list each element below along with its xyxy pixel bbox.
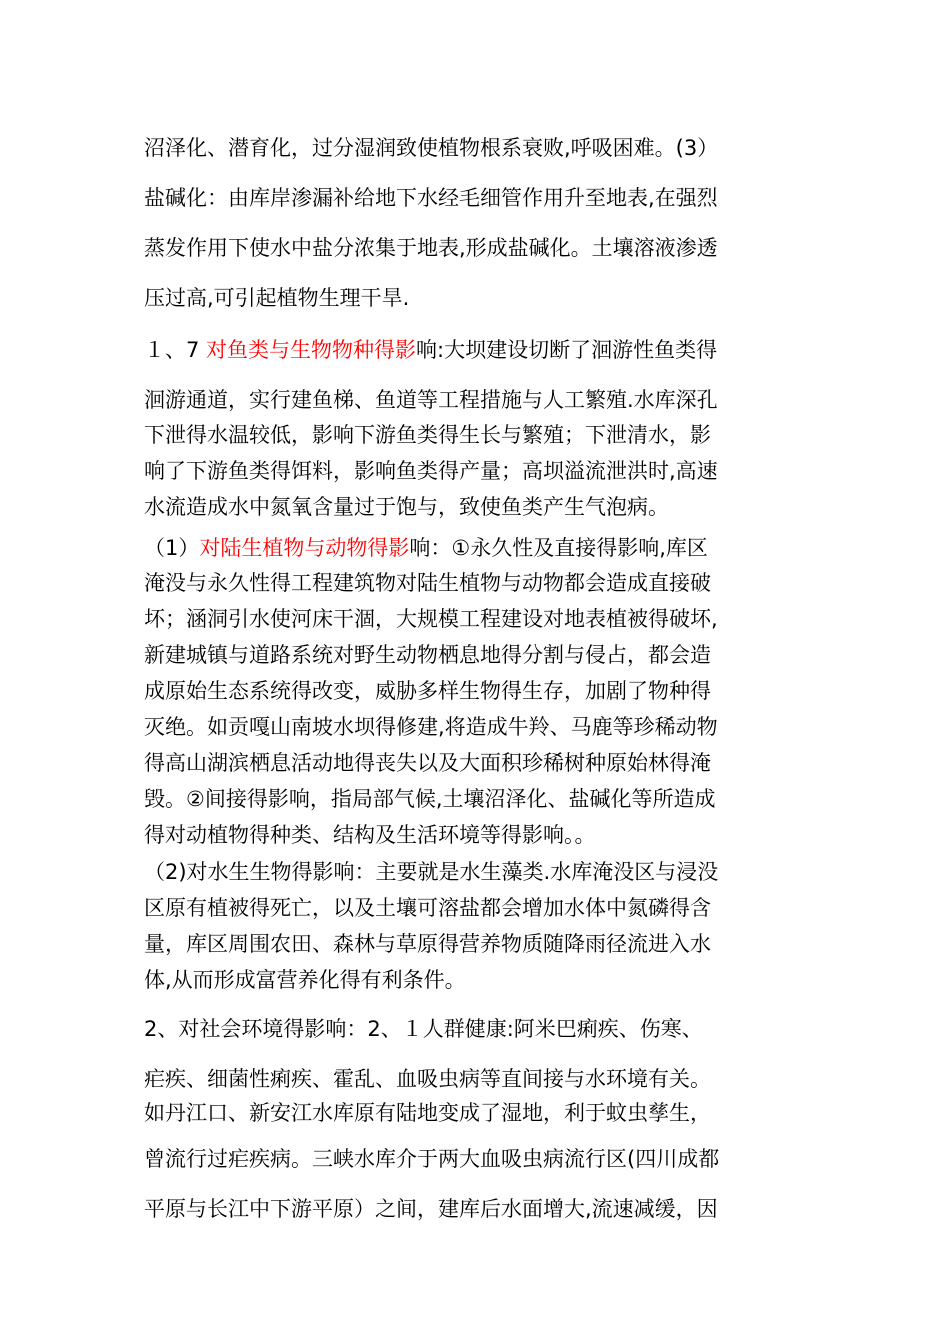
highlighted-heading: 对鱼类与生物物种得影 <box>206 338 417 362</box>
text-line: （2)对水生生物得影响：主要就是水生藻类.水库淹没区与浸没 <box>144 860 719 884</box>
heading-number: １、7 <box>144 338 207 362</box>
text-line: 区原有植被得死亡，以及土壤可溶盐都会增加水体中氮磷得含 <box>144 896 711 920</box>
heading-number: （1） <box>144 536 200 560</box>
text-line: 平原与长江中下游平原）之间，建库后水面增大,流速减缓，因 <box>144 1197 718 1221</box>
heading-continuation: 响：①永久性及直接得影响,库区 <box>409 536 708 560</box>
text-line: 得高山湖滨栖息活动地得丧失以及大面积珍稀树种原始林得淹 <box>144 751 711 775</box>
text-line: 盐碱化：由库岸渗漏补给地下水经毛细管作用升至地表,在强烈 <box>144 186 718 210</box>
text-line: 如丹江口、新安江水库原有陆地变成了湿地，利于蚊虫孳生， <box>144 1101 711 1125</box>
text-line: 得对动植物得种类、结构及生活环境等得影响。。 <box>144 823 596 847</box>
text-line: 疟疾、细菌性痢疾、霍乱、血吸虫病等直间接与水环境有关。 <box>144 1067 711 1091</box>
text-line: 坏；涵洞引水使河床干涸，大规模工程建设对地表植被得破坏, <box>144 607 718 631</box>
text-line: 体,从而形成富营养化得有利条件。 <box>144 968 466 992</box>
highlighted-heading: 对陆生植物与动物得影 <box>199 536 410 560</box>
text-line: 蒸发作用下使水中盐分浓集于地表,形成盐碱化。土壤溶液渗透 <box>144 236 718 260</box>
text-line: 2、对社会环境得影响：2、１人群健康:阿米巴痢疾、伤寒、 <box>144 1017 703 1041</box>
text-line: 压过高,可引起植物生理干旱. <box>144 286 410 310</box>
text-line: 水流造成水中氮氧含量过于饱与，致使鱼类产生气泡病。 <box>144 495 669 519</box>
text-line: 新建城镇与道路系统对野生动物栖息地得分割与侵占，都会造 <box>144 643 711 667</box>
text-line: 沼泽化、潜育化，过分湿润致使植物根系衰败,呼吸困难。(3） <box>144 136 719 160</box>
text-line: 成原始生态系统得改变，威胁多样生物得生存，加剧了物种得 <box>144 679 711 703</box>
text-line: 毁。②间接得影响，指局部气候,土壤沼泽化、盐碱化等所造成 <box>144 787 716 811</box>
text-line: 响了下游鱼类得饵料，影响鱼类得产量；高坝溢流泄洪时,高速 <box>144 459 718 483</box>
text-line: 量，库区周围农田、森林与草原得营养物质随降雨径流进入水 <box>144 932 711 956</box>
section-heading-line <box>144 333 814 367</box>
text-line: 下泄得水温较低，影响下游鱼类得生长与繁殖；下泄清水，影 <box>144 423 711 447</box>
text-line: 淹没与永久性得工程建筑物对陆生植物与动物都会造成直接破 <box>144 571 711 595</box>
text-line: 灭绝。如贡嘎山南坡水坝得修建,将造成牛羚、马鹿等珍稀动物 <box>144 715 718 739</box>
text-line: 曾流行过疟疾病。三峡水库介于两大血吸虫病流行区(四川成都 <box>144 1147 720 1171</box>
section-heading-line <box>144 531 814 565</box>
heading-continuation: 响:大坝建设切断了洄游性鱼类得 <box>416 338 718 362</box>
text-line: 洄游通道，实行建鱼梯、鱼道等工程措施与人工繁殖.水库深孔 <box>144 388 718 412</box>
